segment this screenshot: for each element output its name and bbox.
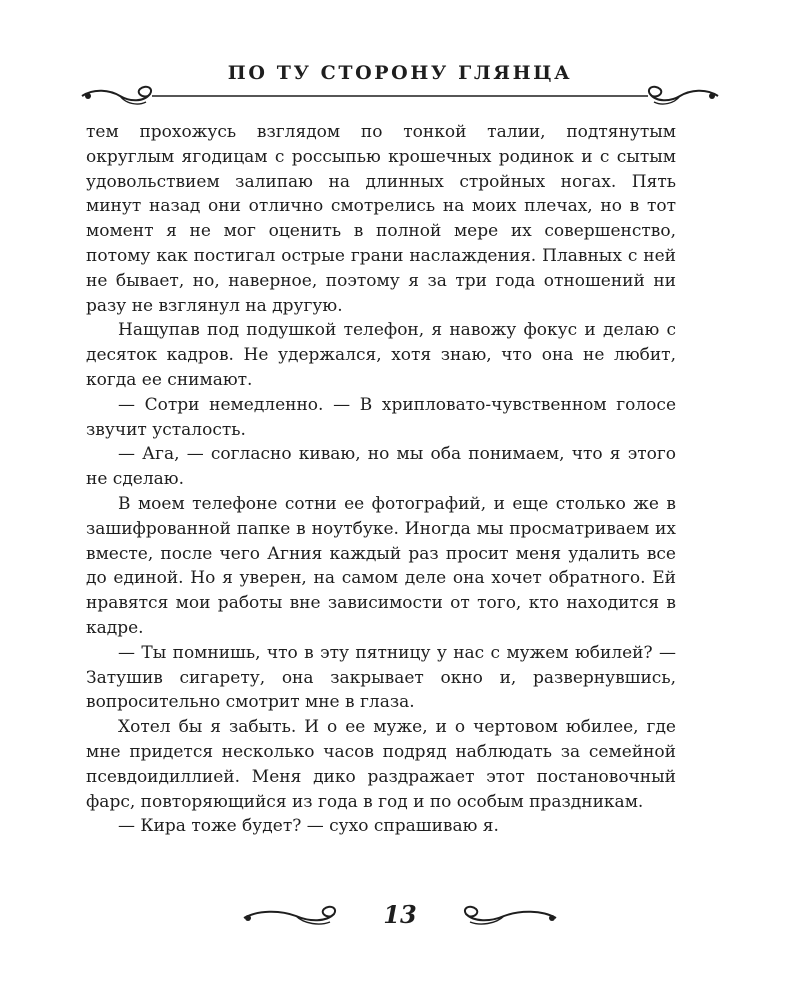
dialogue-line: — Кира тоже будет? — сухо спрашиваю я. [118, 816, 499, 837]
footer-flourish-left-icon [240, 904, 350, 928]
book-title: ПО ТУ СТОРОНУ ГЛЯНЦА [227, 62, 573, 84]
paragraph: Нащупав под подушкой телефон, я навожу фокус и делаю с десяток кадров. Не удержался, хотя знаю, что она не любит, когда ее снимают. [86, 320, 676, 390]
paragraph: тем прохожусь взглядом по тонкой талии, подтянутым округлым ягодицам с россыпью крошечных родинок и с сытым удовольствием залипаю на длинных стройных ногах. Пять минут назад они отлично смотрелись на моих плечах, но в тот момент я не мог оценить в полной мере их совершенство, потому как постигал острые грани наслаждения. Плавных с ней не бывает, но, наверное, поэтому я за три года отношений ни разу не взглянул на другую. [86, 122, 676, 316]
page-footer [240, 896, 560, 936]
paragraph: Хотел бы я забыть. И о ее муже, и о чертовом юбилее, где мне придется несколько часов подряд наблюдать за семейной псевдоидиллией. Меня дико раздражает этот постановочный фарс, повторяющийся из года в год и по особым праздникам. [86, 717, 676, 812]
chapter-text [86, 120, 676, 839]
paragraph: В моем телефоне сотни ее фотографий, и еще столько же в зашифрованной папке в ноутбуке. Иногда мы просматриваем их вместе, после чего Агния каждый раз просит меня удалить все до единой. Но я уверен, на самом деле она хочет обратного. Ей нравятся мои работы вне зависимости от того, кто находится в кадре. [86, 493, 676, 638]
dialogue-line: — Сотри немедленно. — В хрипловато-чувственном голосе звучит усталость. [86, 394, 676, 440]
ornamental-rule [80, 84, 720, 108]
dialogue-line: — Ты помнишь, что в эту пятницу у нас с мужем юбилей? — Затушив сигарету, она закрывает окно и, развернувшись, вопросительно смотрит мне в глаза. [86, 642, 676, 713]
running-header [80, 56, 720, 106]
dialogue-line: — Ага, — согласно киваю, но мы оба понимаем, что я этого не сделаю. [86, 444, 676, 490]
page-number: 13 [383, 900, 417, 929]
footer-flourish-right-icon [450, 904, 560, 928]
